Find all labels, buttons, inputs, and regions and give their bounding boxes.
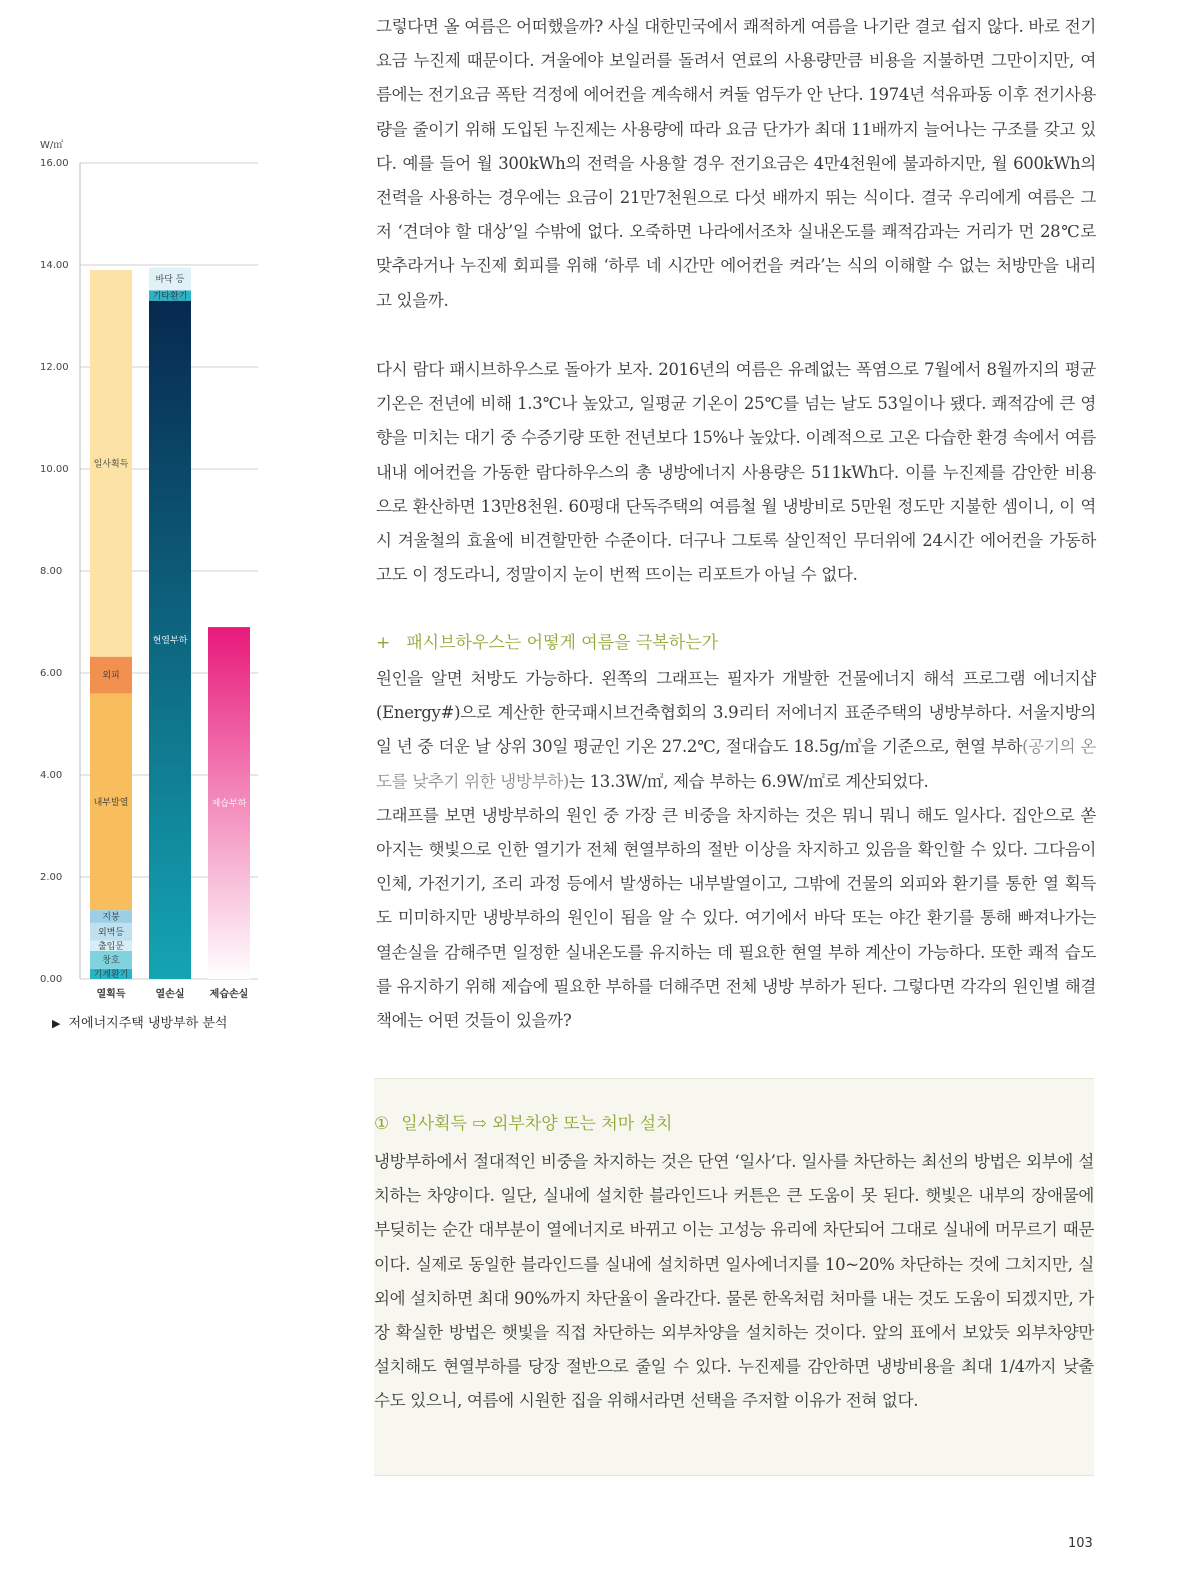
segment-label: 제습부하 [211, 799, 247, 810]
box-heading [374, 1109, 672, 1139]
y-tick-label: 14.00 [40, 260, 69, 271]
segment-label: 바닥 등 [155, 275, 185, 286]
page-number: 103 [1068, 1536, 1093, 1551]
segment-label: 외피 [102, 671, 120, 682]
box-title: 일사획득 ⇨ 외부차양 또는 처마 설치 [401, 1114, 673, 1134]
stacked-bar-chart [40, 130, 280, 1010]
p3-part-d: 그래프를 보면 냉방부하의 원인 중 가장 큰 비중을 차지하는 것은 뭐니 뭐니 해도 일사다. 집안으로 쏟아지는 햇빛으로 인한 열기가 전체 현열부하의 절반 이상을 차지하고 있음을 확인할 수 있다. 그다음이 인체, 가전기기, 조리 과정 등에서 발생하는 내부발열이고, 그밖에 건물의 외피와 환기를 통한 열 획득도 미미하지만 냉방부하의 원인이 됨을 알 수 있다. 여기에서 바닥 또는 야간 환기를 통해 빠져나가는 열손실을 감해주면 일정한 실내온도를 유지하는 데 필요한 현열 부하 계산이 가능하다. 또한 쾌적 습도를 유지하기 위해 제습에 필요한 부하를 더해주면 전체 냉방 부하가 된다. 그렇다면 각각의 원인별 해결책에는 어떤 것들이 있을까? [376, 805, 1096, 1031]
segment-label: 현열부하 [152, 635, 188, 646]
y-tick-label: 10.00 [40, 464, 69, 475]
segment-label: 기계환기 [93, 969, 129, 980]
category-label: 열손실 [155, 989, 185, 1000]
y-tick-label: 12.00 [40, 362, 69, 373]
paragraph-electricity-tariff: 그렇다면 올 여름은 어떠했을까? 사실 대한민국에서 쾌적하게 여름을 나기란 결코 쉽지 않다. 바로 전기요금 누진제 때문이다. 겨울에야 보일러를 돌려서 연료의 사용량만큼 비용을 지불하면 그만이지만, 여름에는 전기요금 폭탄 걱정에 에어컨을 계속해서 켜둘 엄두가 안 난다. 1974년 석유파동 이후 전기사용량을 줄이기 위해 도입된 누진제는 사용량에 따라 요금 단가가 최대 11배까지 늘어나는 구조를 갖고 있다. 예를 들어 월 300kWh의 전력을 사용할 경우 전기요금은 4만4천원에 불과하지만, 월 600kWh의 전력을 사용하는 경우에는 요금이 21만7천원으로 다섯 배까지 뛰는 식이다. 결국 우리에게 여름은 그저 ‘견뎌야 할 대상’일 수밖에 없다. 오죽하면 나라에서조차 실내온도를 쾌적감과는 거리가 먼 28℃로 맞추라거나 누진제 회피를 위해 ‘하루 네 시간만 에어컨을 켜라’는 식의 이해할 수 없는 처방만을 내리고 있을까. [376, 17, 1096, 310]
segment-label: 창호 [102, 955, 120, 966]
segment-label: 출입문 [97, 941, 125, 952]
p3-note: (공기의 온도를 낮추기 위한 냉방부하) [376, 737, 1097, 791]
y-tick-label: 8.00 [40, 566, 63, 577]
paragraph-graph-explanation [376, 662, 1096, 1038]
segment-label: 지붕 [102, 912, 120, 923]
section-heading [376, 628, 1096, 658]
segment-label: 외벽등 [97, 927, 125, 938]
box-number: ① [374, 1114, 390, 1134]
paragraph-lambda-house: 다시 람다 패시브하우스로 돌아가 보자. 2016년의 여름은 유례없는 폭염으로 7월에서 8월까지의 평균기온은 전년에 비해 1.3℃나 높았고, 일평균 기온이 25℃를 넘는 날도 53일이나 됐다. 쾌적감에 큰 영향을 미치는 대기 중 수증기량 또한 전년보다 15%나 높았다. 이례적으로 고온 다습한 환경 속에서 여름 내내 에어컨을 가동한 람다하우스의 총 냉방에너지 사용량은 511kWh다. 이를 누진제를 감안한 비용으로 환산하면 13만8천원. 60평대 단독주택의 여름철 월 냉방비로 5만원 정도만 지불한 셈이니, 이 역시 겨울철의 효율에 비견할만한 수준이다. 더구나 그토록 살인적인 무더위에 24시간 에어컨을 가동하고도 이 정도라니, 정말이지 눈이 번쩍 뜨이는 리포트가 아닐 수 없다. [376, 360, 1096, 585]
caption-text: 저에너지주택 냉방부하 분석 [68, 1016, 228, 1031]
y-tick-label: 0.00 [40, 974, 63, 985]
segment-label: 기타환기 [152, 291, 188, 302]
y-unit-label: W/㎡ [40, 140, 64, 151]
y-tick-label: 4.00 [40, 770, 63, 781]
p3-part-c: 는 13.3W/㎡, 제습 부하는 6.9W/㎡로 계산되었다. [569, 771, 929, 791]
solar-gain-box [374, 1078, 1094, 1476]
category-label: 열획득 [96, 989, 126, 1000]
y-tick-label: 2.00 [40, 872, 63, 883]
paragraph-external-shading: 냉방부하에서 절대적인 비중을 차지하는 것은 단연 ‘일사’다. 일사를 차단하는 최선의 방법은 외부에 설치하는 차양이다. 일단, 실내에 설치한 블라인드나 커튼은 큰 도움이 못 된다. 햇빛은 내부의 장애물에 부딪히는 순간 대부분이 열에너지로 바뀌고 이는 고성능 유리에 차단되어 그대로 실내에 머무르기 때문이다. 실제로 동일한 블라인드를 실내에 설치하면 일사에너지를 10~20% 차단하는 것에 그치지만, 실외에 설치하면 최대 90%까지 차단율이 올라간다. 물론 한옥처럼 처마를 내는 것도 도움이 되겠지만, 가장 확실한 방법은 햇빛을 직접 차단하는 외부차양을 설치하는 것이다. 앞의 표에서 보았듯 외부차양만 설치해도 현열부하를 당장 절반으로 줄일 수 있다. 누진제를 감안하면 냉방비용을 최대 1/4까지 낮출 수도 있으니, 여름에 시원한 집을 위해서라면 선택을 주저할 이유가 전혀 없다. [374, 1152, 1094, 1411]
caption-marker: ▶ [52, 1017, 61, 1030]
chart-caption [52, 1012, 312, 1031]
section-title: 패시브하우스는 어떻게 여름을 극복하는가 [406, 633, 719, 653]
y-tick-label: 16.00 [40, 158, 69, 169]
category-label: 제습손실 [209, 989, 249, 1000]
p3-part-a: 원인을 알면 처방도 가능하다. 왼쪽의 그래프는 필자가 개발한 건물에너지 해석 프로그램 에너지샵(Energy#)으로 계산한 한국패시브건축협회의 3.9리터 저에너지 표준주택의 냉방부하다. 서울지방의 일 년 중 더운 날 상위 30일 평균인 기온 27.2℃, 절대습도 18.5g/㎥을 기준으로, 현열 부하 [376, 669, 1096, 757]
cooling-load-chart [40, 130, 280, 1050]
y-tick-label: 6.00 [40, 668, 63, 679]
segment-label: 일사획득 [93, 459, 129, 470]
segment-label: 내부발열 [93, 797, 129, 808]
plus-icon: + [376, 633, 391, 653]
